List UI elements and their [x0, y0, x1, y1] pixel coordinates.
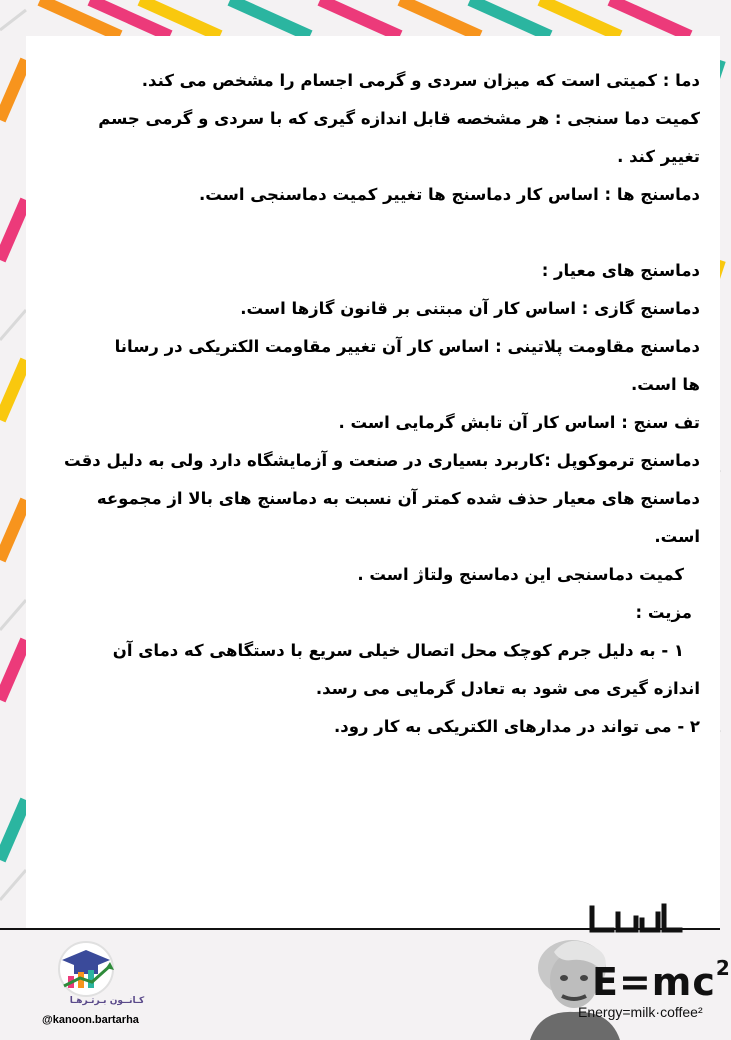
text-line: ها است.	[631, 375, 700, 394]
formula-text: $E=mc^2$	[592, 956, 731, 1004]
spacer	[60, 214, 700, 252]
text-line: اندازه گیری می شود به تعادل گرمایی می رسد.	[315, 679, 700, 698]
text-line: دما : کمیتی است که میزان سردی و گرمی اجسام را مشخص می کند.	[141, 71, 700, 90]
text-line: دماسنج های معیار حذف شده کمتر آن نسبت به دماسنج های بالا از مجموعه	[96, 489, 700, 508]
text-line: دماسنج مقاومت پلاتینی : اساس کار آن تغییر مقاومت الکتریکی در رسانا	[114, 337, 700, 356]
text-line: ۱ - به دلیل جرم کوچک محل اتصال خیلی سریع با دستگاهی که دمای آن	[112, 641, 684, 660]
graduation-cap-chart-icon	[50, 940, 122, 998]
text-line: کمیت دما سنجی : هر مشخصه قابل اندازه گیری که با سردی و گرمی جسم	[98, 109, 700, 128]
text-line: است.	[654, 527, 700, 546]
text-line: تف سنج : اساس کار آن تابش گرمایی است .	[338, 413, 700, 432]
text-line: مزیت :	[635, 603, 692, 622]
text-line: دماسنج های معیار :	[541, 261, 700, 280]
brand-name: کـانــون بـرتـرهـا	[69, 996, 145, 1006]
text-line: دماسنج ها : اساس کار دماسنج ها تغییر کمیت دماسنجی است.	[198, 185, 700, 204]
text-line: دماسنج ترموکوپل :کاربرد بسیاری در صنعت و آزمایشگاه دارد ولی به دلیل دقت	[64, 451, 700, 470]
social-handle: @kanoon.bartarha	[42, 1014, 139, 1026]
text-line: تغییر کند .	[617, 147, 700, 166]
document-body	[60, 62, 700, 746]
tagline: Energy=milk·coffee²	[578, 1004, 703, 1020]
text-line: ۲ - می تواند در مدارهای الکتریکی به کار رود.	[334, 717, 700, 736]
text-line: کمیت دماسنجی این دماسنج ولتاژ است .	[357, 565, 684, 584]
text-line: دماسنج گازی : اساس کار آن مبتنی بر قانون گازها است.	[240, 299, 700, 318]
